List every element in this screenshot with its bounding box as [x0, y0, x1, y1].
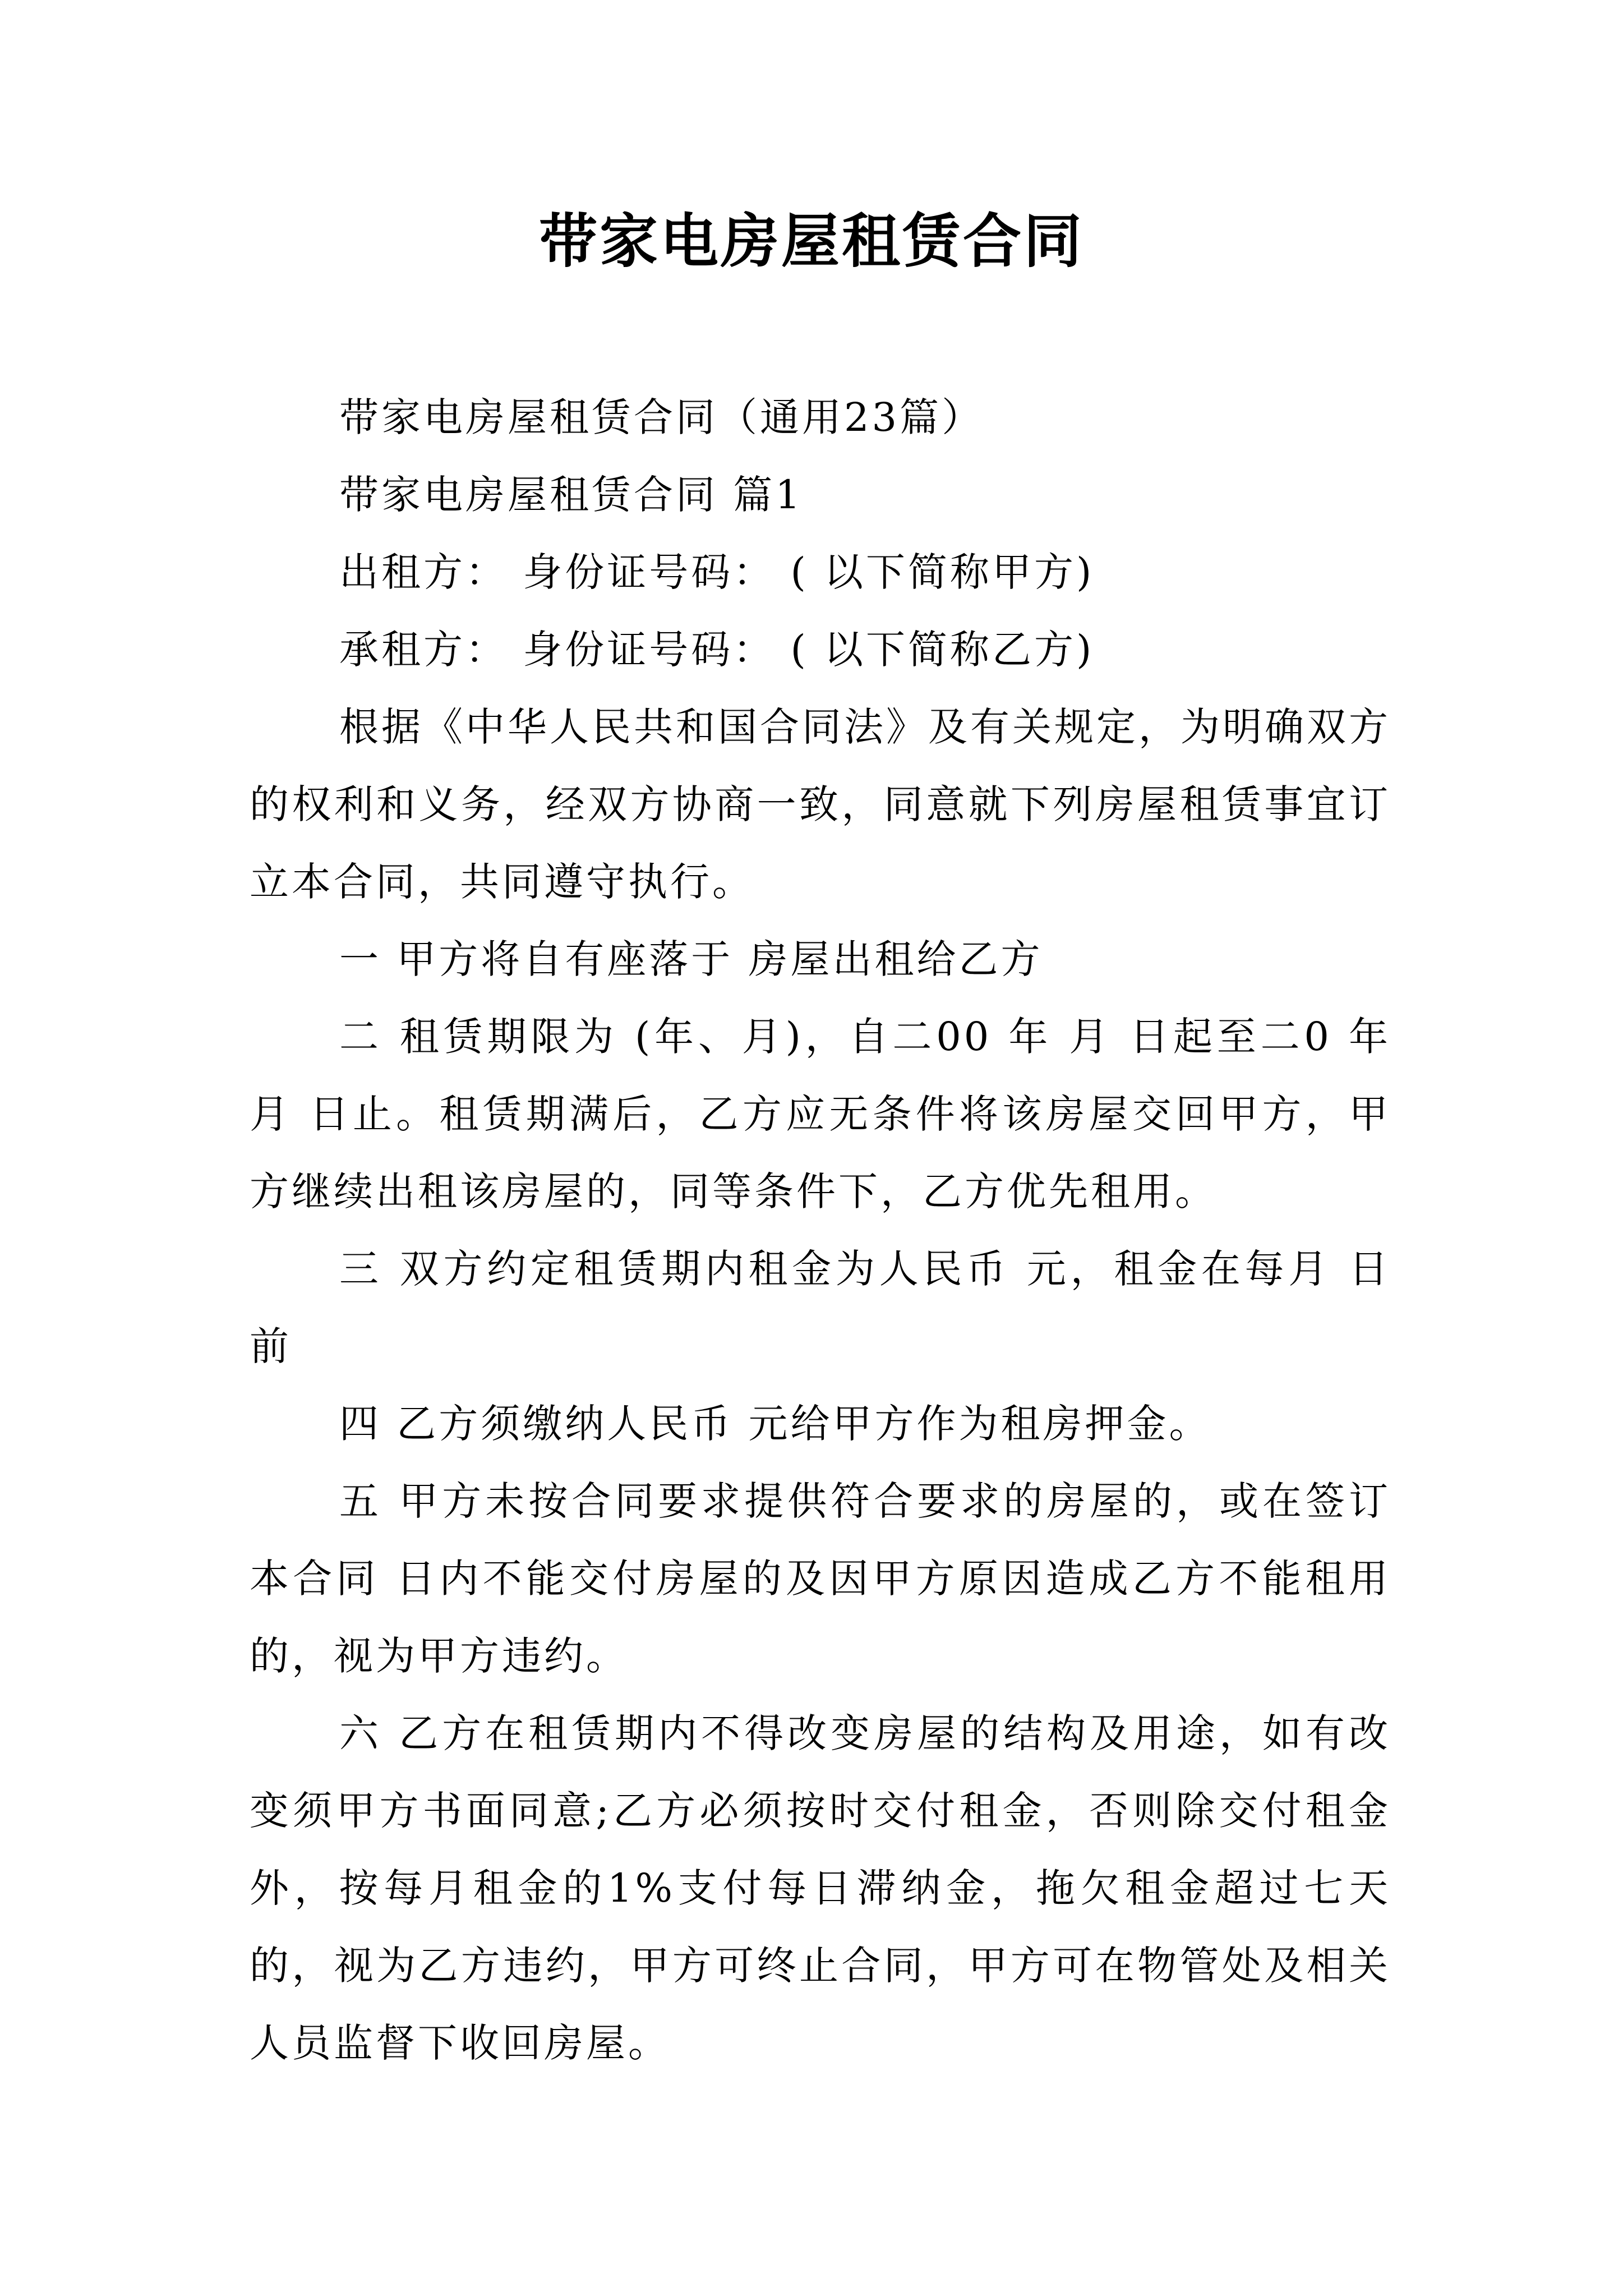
paragraph-subtitle: 带家电房屋租赁合同（通用23篇） — [339, 394, 984, 440]
paragraph-clause-3: 三 双方约定租赁期内租金为人民币 元，租金在每月 日前 — [250, 1246, 1391, 1369]
document-body — [250, 379, 1391, 2082]
paragraph-clause-2: 二 租赁期限为 (年、月)，自二00 年 月 日起至二0 年 月 日止。租赁期满后，乙方应无条件将该房屋交回甲方，甲方继续出租该房屋的，同等条件下，乙方优先租用。 — [250, 1014, 1391, 1214]
paragraph-clause-4: 四 乙方须缴纳人民币 元给甲方作为租房押金。 — [339, 1401, 1211, 1447]
paragraph-lessee: 承租方： 身份证号码： ( 以下简称乙方) — [339, 627, 1095, 673]
paragraph-section-heading: 带家电房屋租赁合同 篇1 — [339, 472, 803, 518]
document-title: 带家电房屋租赁合同 — [538, 206, 1084, 275]
paragraph-clause-1: 一 甲方将自有座落于 房屋出租给乙方 — [339, 936, 1043, 982]
paragraph-clause-6: 六 乙方在租赁期内不得改变房屋的结构及用途，如有改变须甲方书面同意;乙方必须按时交付租金，否则除交付租金外，按每月租金的1%支付每日滞纳金，拖欠租金超过七天的，视为乙方违约，甲方可终止合同，甲方可在物管处及相关人员监督下收回房屋。 — [250, 1710, 1391, 2066]
paragraph-preamble: 根据《中华人民共和国合同法》及有关规定，为明确双方的权利和义务，经双方协商一致，同意就下列房屋租赁事宜订立本合同，共同遵守执行。 — [250, 704, 1391, 905]
paragraph-lessor: 出租方： 身份证号码： ( 以下简称甲方) — [339, 549, 1095, 595]
paragraph-clause-5: 五 甲方未按合同要求提供符合要求的房屋的，或在签订本合同 日内不能交付房屋的及因甲方原因造成乙方不能租用的，视为甲方违约。 — [250, 1478, 1391, 1679]
